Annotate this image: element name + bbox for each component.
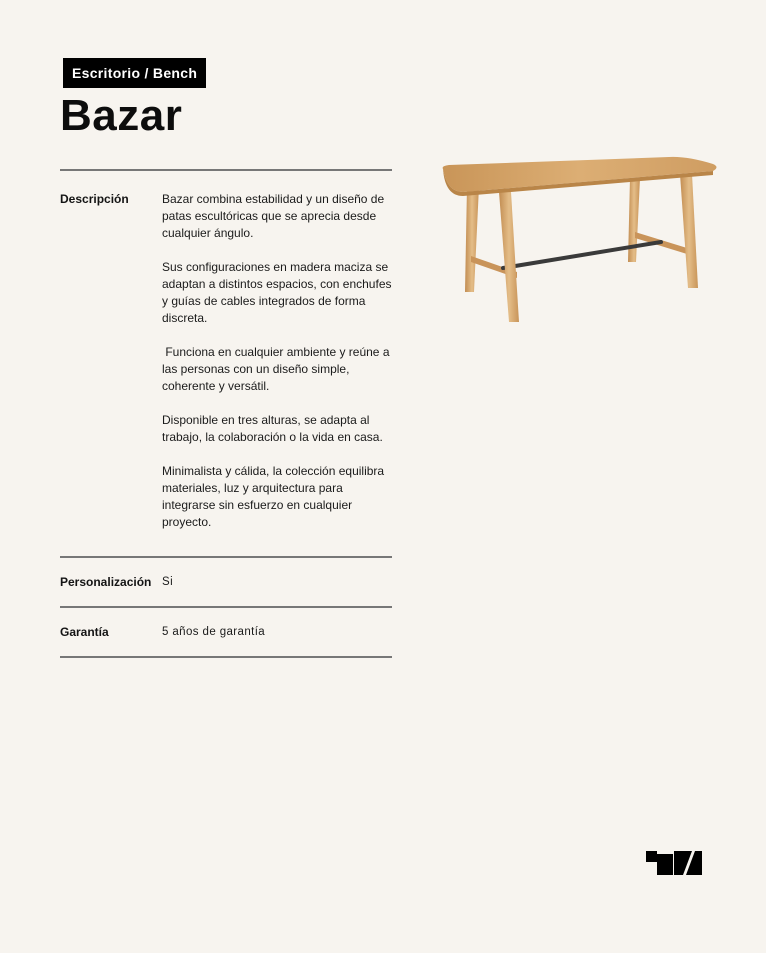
table-illustration [437,152,723,328]
spec-label-customization: Personalización [60,575,152,589]
spec-row-warranty [60,608,392,656]
description-paragraph: Disponible en tres alturas, se adapta al trabajo, la colaboración o la vida en casa. [162,413,383,444]
spec-label-warranty: Garantía [60,625,109,639]
category-badge: Escritorio / Bench [63,58,206,88]
spec-value-customization: Si [162,575,174,588]
spec-value-warranty: 5 años de garantía [162,625,266,638]
description-paragraph: Funciona en cualquier ambiente y reúne a las personas con un diseño simple, coherente y versátil. [162,345,393,393]
divider [60,656,392,658]
spec-row-customization [60,558,392,606]
description-paragraph: Sus configuraciones en madera maciza se adaptan a distintos espacios, con enchufes y guías de cables integrados de forma discreta. [162,260,392,325]
spec-value-description [162,191,392,531]
spec-table [60,169,392,658]
spec-row-description [60,171,392,556]
product-title: Bazar [60,91,183,140]
spec-label-description: Descripción [60,192,129,206]
brand-logo-icon [646,851,702,875]
description-paragraph: Minimalista y cálida, la colección equilibra materiales, luz y arquitectura para integrarse sin esfuerzo en cualquier proyecto. [162,464,385,529]
description-paragraph: Bazar combina estabilidad y un diseño de patas escultóricas que se aprecia desde cualquier ángulo. [162,192,385,240]
